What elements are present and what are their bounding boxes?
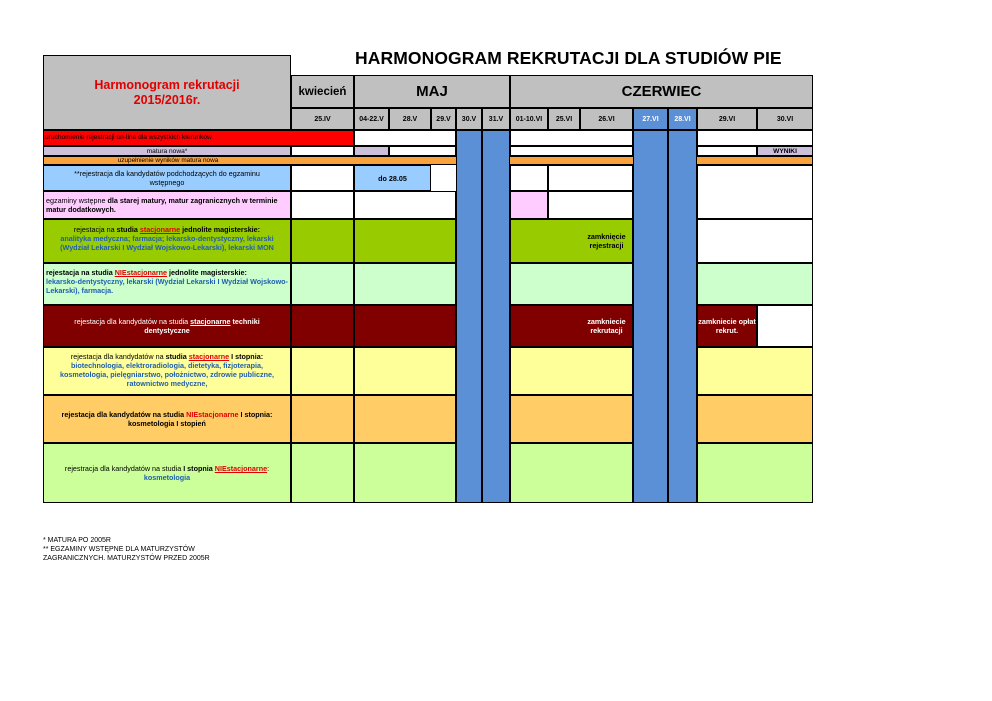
row-stacjonarne-jednolite [43,219,291,263]
grid-cell [548,165,633,191]
row-label: rejestacja dla kandydatów na studia [74,317,191,326]
grid-cell [291,191,354,219]
wyniki-cell: WYNIKI [757,146,813,156]
row-courses: analityka medyczna; farmacja; lekarsko-dentystyczny, lekarski (Wydział Lekarski I Wydział Wojskowo-Lekarski), lekarski MON [60,234,274,252]
header-line-2: 2015/2016r. [133,92,201,107]
date-header-cell: 25.IV [291,108,354,130]
grid-cell [510,395,633,443]
row-egzaminy-wstepne [43,191,291,219]
footnote: * MATURA PO 2005R [43,537,111,544]
row-uzupelnienie [43,156,813,165]
row-label-bold: rejestacja na studia [46,268,115,277]
row-label-bold: dla starej matury, matur zagranicznych w terminie matur dodatkowych. [46,196,278,214]
page-title: HARMONOGRAM REKRUTACJI DLA STUDIÓW PIE [355,48,782,68]
grid-cell [697,443,813,503]
row-label-highlight: NIEstacjonarne [114,268,168,277]
row-label: rejestracja dla kandydatów na studia [64,464,184,473]
row-courses: lekarsko-dentystyczny, lekarski (Wydział Lekarski I Wydział Wojskowo-Lekarski), farmacja. [46,277,288,295]
row-label-highlight: NIEstacjonarne [214,464,268,473]
grid-cell [291,219,354,263]
row-online-registration [43,130,354,146]
row-label-bold: techniki dentystyczne [144,317,260,335]
date-header-cell: 30.V [456,108,482,130]
date-header-cell: 25.VI [548,108,580,130]
grid-cell [697,165,813,219]
grid-cell [354,130,456,146]
grid-cell [354,305,456,347]
month-kwiecien: kwiecień [291,75,354,108]
date-header-cell: 01-10.VI [510,108,548,130]
do-28-05-cell: do 28.05 [354,165,431,191]
row-label-bold: studia [165,352,189,361]
grid-cell [697,219,813,263]
row-label-bold: jednolite magisterskie: [180,225,261,234]
grid-cell [291,347,354,395]
row-courses: kosmetologia I stopień [128,419,206,428]
grid-cell [354,219,456,263]
grid-cell [510,263,633,305]
date-header-cell: 31.V [482,108,510,130]
blue-column-27-vi [633,130,668,503]
footnotes [43,537,210,563]
date-header-cell: 29.V [431,108,456,130]
row-label: egzaminy wstępne [46,196,108,205]
blue-column-28-vi [668,130,697,503]
grid-cell [354,347,456,395]
row-courses: kosmetologia [143,473,191,482]
row-label-highlight: stacjonarne [190,317,231,326]
grid-cell [510,347,633,395]
grid-cell [354,146,389,156]
grid-cell [291,165,354,191]
row-label-bold: I stopnia: [238,410,273,419]
blue-column-31-v [482,130,510,503]
grid-cell [354,443,456,503]
grid-cell [291,305,354,347]
row-label-highlight: NIEstacjonarne [186,410,239,419]
footnote: ** EGZAMINY WSTĘPNE DLA MATURZYSTÓW [43,545,195,553]
grid-cell [697,263,813,305]
row-label: : [267,464,270,473]
grid-cell [291,263,354,305]
grid-cell [291,395,354,443]
row-label: **rejestracja dla kandydatów podchodzących do egzaminu wstępnego [74,169,260,187]
row-label-bold: I stopnia: [229,352,264,361]
row-niestacjonarne-i-stopnia [43,395,291,443]
row-label-bold: studia [116,225,140,234]
grid-cell [510,146,633,156]
grid-cell [510,443,633,503]
grid-cell [697,347,813,395]
blue-column-30-v [456,130,482,503]
date-header-cell: 30.VI [757,108,813,130]
row-label: uruchomienie rejestracji on-line dla wszystkich kierunków [45,134,212,141]
row-stacjonarne-i-stopnia [43,347,291,395]
header-line-1: Harmonogram rekrutacji [94,77,240,92]
grid-cell [697,130,813,146]
zamkniecie-rekrutacji-cell: zamkniecie rekrutacji [510,305,633,347]
row-techniki-dentystyczne [43,305,291,347]
footnote: ZAGRANICZNYCH. MATURZYSTÓW PRZED 2005R [43,554,210,562]
row-niestacjonarne-jednolite [43,263,291,305]
grid-cell [757,305,813,347]
date-header-cell: 29.VI [697,108,757,130]
row-label: uzupełnienie wyników matura nowa [117,157,219,164]
date-header-cell: 27.VI [633,108,668,130]
grid-cell [354,191,456,219]
grid-cell [510,130,633,146]
row-label: rejestacja dla kandydatów na [70,352,166,361]
row-label-highlight: stacjonarne [188,352,230,361]
grid-cell [510,165,548,191]
row-courses: biotechnologia, elektroradiologia, dietetyka, fizjoterapia, kosmetologia, pielęgniarstwo, położnictwo, zdrowie publiczne, ratownictwo medyczne, [59,361,275,388]
grid-cell [697,395,813,443]
row-matura-nowa: matura nowa* [43,146,291,156]
date-header-cell: 04-22.V [354,108,389,130]
date-header-cell: 28.V [389,108,431,130]
zamkniecie-rejestracji-cell: zamknięcie rejestracji [510,219,633,263]
date-header-cell: 26.VI [580,108,633,130]
row-label-bold: I stopnia [183,464,215,473]
header-block [43,55,291,130]
grid-cell [697,146,757,156]
grid-cell [291,146,354,156]
row-label: rejestacja na [73,225,117,234]
grid-cell [389,146,456,156]
grid-cell [291,443,354,503]
row-label-bold: jednolite magisterskie: [167,268,247,277]
row-label-bold: rejestacja dla kandydatów na studia [61,410,187,419]
row-rejestracja-egzamin [43,165,291,191]
grid-cell [548,191,633,219]
grid-cell [354,263,456,305]
row-label-highlight: stacjonarne [139,225,181,234]
zamkniecie-oplat-cell: zamkniecie opłat rekrut. [697,305,757,347]
month-maj: MAJ [354,75,510,108]
row-i-stopnia-niestacjonarne [43,443,291,503]
month-czerwiec: CZERWIEC [510,75,813,108]
date-header-cell: 28.VI [668,108,697,130]
grid-cell [354,395,456,443]
grid-cell [510,191,548,219]
